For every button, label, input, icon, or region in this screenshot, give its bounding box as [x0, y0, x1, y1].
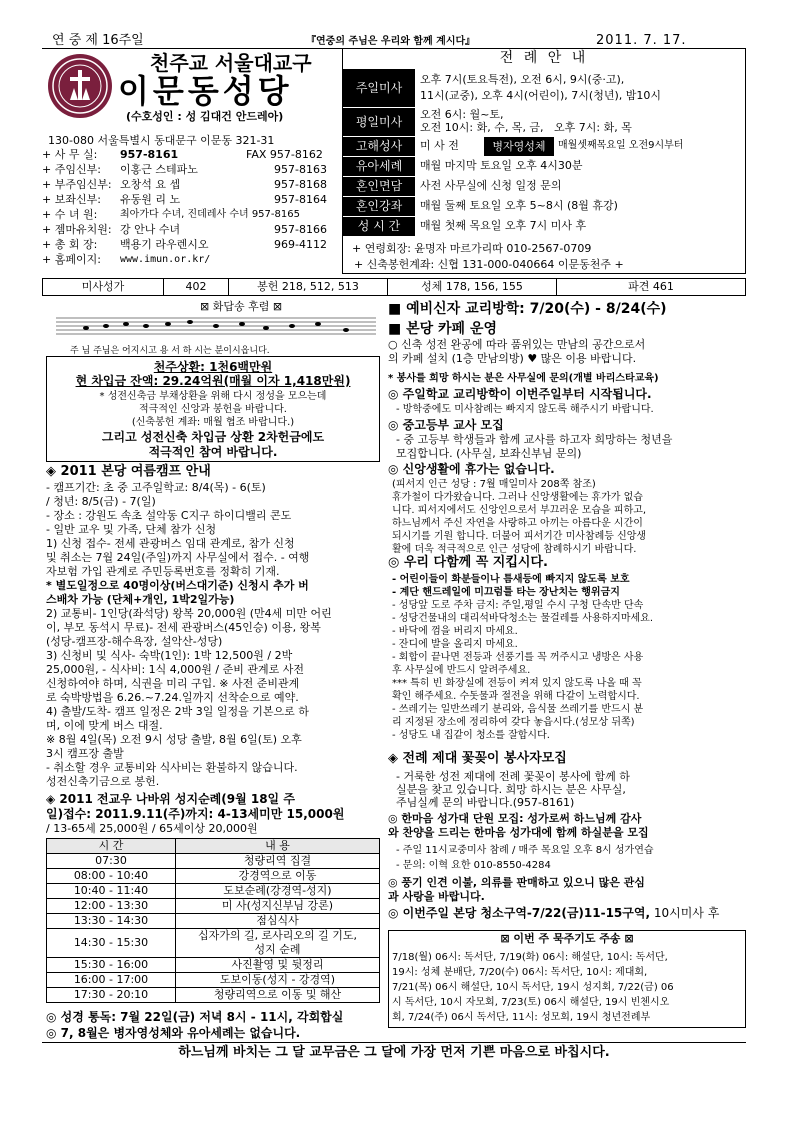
- camp-line: 25,000원, - 식사비: 1식 4,000원 / 준비 관계로 사전: [46, 663, 304, 676]
- camp-line: 로 숙박방법을 6.26.~7.24.일까지 선착순으로 예약.: [46, 691, 299, 704]
- rule-item: - 계단 핸드레일에 미끄럼틀 타는 장난치는 행위금지: [392, 587, 620, 598]
- camp-line: ※ 8월 4일(목) 오전 9시 성당 출발, 8월 6일(토) 오후: [46, 733, 302, 746]
- hymn-communion: 성체 178, 156, 155: [388, 279, 557, 296]
- rosary-line: 19시: 성체 분배단, 7/20(수) 06시: 독서단, 10시: 제대회,: [392, 967, 648, 978]
- holy-hour-time: 매월 첫째 목요일 오후 7시 미사 후: [420, 219, 587, 232]
- bible-reading-note: ◎ 성경 통독: 7월 22일(금) 저녁 8시 - 11시, 각회합실: [46, 1010, 344, 1024]
- rule-item: - 어린이들이 화분들이나 틈새등에 빠지지 않도록 보호: [392, 574, 630, 585]
- sunday-mass-times: 오후 7시(토요특전), 오전 6시, 9시(중·고), 11시(교중), 오후 4시(어린이), 7시(청년), 밤10시: [420, 73, 661, 102]
- camp-line: 3) 신청비 및 식사- 숙박(1인): 1박 12,500원 / 2박: [46, 649, 293, 662]
- rosary-line: 7/21(목) 06시 해설단, 10시 독서단, 19시 성지회, 7/22(금) 06: [392, 982, 674, 993]
- contact-row: + 홈페이지: www.imun.or.kr/: [42, 253, 211, 266]
- camp-line: 며, 이에 맞게 버스 대절.: [46, 719, 163, 732]
- music-staff-icon: [56, 312, 376, 344]
- camp-line: 성전신축기금으로 봉헌.: [46, 775, 160, 788]
- no-sacrament-note: ◎ 7, 8월은 병자영성체와 유아세례는 없습니다.: [46, 1026, 301, 1040]
- psalm-score: [56, 312, 376, 344]
- contact-row: + 총 회 장: 백용기 라우렌시오 969-4112: [42, 238, 327, 251]
- marriage-interview-text: 사전 사무실에 신청 일정 문의: [420, 179, 562, 192]
- rule-item: *** 특히 빈 화장실에 전등이 켜져 있지 않도록 나올 때 꼭: [392, 678, 642, 689]
- diocese-name: 천주교 서울대교구: [150, 51, 312, 75]
- label-confession: 고해성사: [343, 137, 415, 156]
- label-marriage-course: 혼인강좌: [343, 197, 415, 216]
- issue-date: 2011. 7. 17.: [596, 33, 687, 48]
- sunday-school-sub: - 방학중에도 미사참례는 빠지지 않도록 해주시기 바랍니다.: [396, 404, 654, 415]
- no-vacation-title: ◎ 신앙생활에 휴가는 없습니다.: [388, 462, 555, 476]
- camp-line: 자보험 가입 관계로 주민등록번호를 정확히 기재.: [46, 565, 280, 578]
- schedule-header: 시 간 내 용: [47, 839, 380, 854]
- weekday-mass-times: 오전 6시: 월~토, 오전 10시: 화, 수, 목, 금, 오후 7시: 화, 목: [420, 108, 632, 134]
- hymn-table: [42, 278, 746, 296]
- camp-line: - 일반 교우 및 가족, 단체 참가 신청: [46, 523, 217, 536]
- camp-line: 4) 출발/도착- 캠프 일정은 2박 3일 일정을 기본으로 하: [46, 705, 309, 718]
- rules-list: [392, 573, 746, 742]
- camp-line: 이, 부모 동석시 무료)- 전세 관광버스(45인승) 이용, 왕복: [46, 621, 321, 634]
- choir-contact: - 문의: 이혁 요한 010-8550-4284: [396, 860, 551, 871]
- label-sick-communion: 병자영성체: [484, 137, 554, 156]
- bedding-sale: ◎ 풍기 인견 이불, 의류를 판매하고 있으니 많은 관심 과 사랑을 바랍니다.: [388, 876, 645, 903]
- schedule-row: 08:00 - 10:40 강경역으로 이동: [47, 869, 380, 884]
- teacher-recruit: ◎ 중고등부 교사 모집: [388, 418, 504, 432]
- footer-rule: [42, 1042, 746, 1043]
- camp-line: / 청년: 8/5(금) - 7(일): [46, 495, 156, 508]
- liturgy-title: 전 례 안 내: [499, 50, 589, 66]
- funeral-contact: + 연령회장: 윤명자 마르가리따 010-2567-0709: [352, 242, 592, 255]
- rule-item: - 성당건물내의 대리석바닥청소는 물걸레를 사용하지마세요.: [392, 613, 654, 624]
- no-vacation-body: (피서지 인근 성당 : 7월 매일미사 208쪽 참조) 휴가철이 다가왔습니다. 그러나 신앙생활에는 휴가가 없습 니다. 피서지에서도 신앙인으로서 부끄러운 모습을 피하고, 하느님께서 주신 자연을 사랑하고 아끼는 아름다운 시간이 되시기를 기원 합니다. 더불어 피서기간 미사참례등 신앙생 활에 더욱 적극적으로 인근 성당에 참례하시기 바랍니다.: [392, 479, 647, 555]
- volunteer-note: * 봉사를 희망 하시는 분은 사무실에 문의(개별 바리스타교육): [388, 373, 659, 384]
- camp-title: ◈ 2011 본당 여름캠프 안내: [46, 464, 211, 479]
- teacher-recruit-sub: - 중 고등부 학생들과 함께 교사를 하고자 희망하는 청년을 모집합니다. (사무실, 보좌신부님 문의): [396, 433, 673, 460]
- rosary-line: 회, 7/24(주) 06시 독서단, 11시: 성모회, 19시 청년전례부: [392, 1012, 651, 1023]
- slogan: 『연중의 주님은 우리와 함께 계시다』: [306, 36, 476, 47]
- hymn-entrance: 402: [164, 279, 229, 296]
- patron-saint: (수호성인 : 성 김대건 안드레아): [126, 110, 284, 123]
- camp-line: - 캠프기간: 초 중 고주일학교: 8/4(목) - 6(토): [46, 481, 266, 494]
- rule-item: 확인 해주세요. 수돗물과 절전을 위해 다같이 노력합시다.: [392, 691, 640, 702]
- choir-recruit: ◎ 한마음 성가대 단원 모집: 성가로써 하느님께 감사 와 찬양을 드리는 한마음 성가대에 함께 하실분을 모집: [388, 812, 649, 839]
- contact-row: + 사 무 실: 957-8161 FAX 957-8162: [42, 148, 323, 161]
- rule-item: - 바닥에 껌을 버리지 마세요.: [392, 626, 518, 637]
- donation-account: + 신축봉헌계좌: 신협 131-000-040664 이문동천주 +: [354, 258, 624, 271]
- label-weekday-mass: 평일미사: [343, 108, 415, 136]
- flower-recruit-title: ◈ 전례 제대 꽃꽂이 봉사자모집: [388, 751, 567, 766]
- camp-line: (성당-캠프장-해수욕장, 설악산-성당): [46, 635, 223, 648]
- flower-recruit-body: - 거룩한 성전 제대에 전례 꽃꽂이 봉사에 함께 하 실분을 찾고 있습니다. 희망 하시는 분은 사무실, 주님실께 문의 바랍니다.(957-8161): [396, 770, 630, 809]
- infant-baptism-time: 매월 마지막 토요일 오후 4시30분: [420, 159, 583, 172]
- hymn-label: 미사성가: [43, 279, 164, 296]
- cleaning-notice: ◎ 이번주일 본당 청소구역-7/22(금)11-15구역, 10시미사 후: [388, 906, 720, 920]
- camp-line: 2) 교통비- 1인당(좌석당) 왕복 20,000원 (만4세 미만 어린: [46, 607, 332, 620]
- camp-line: 및 취소는 7월 24일(주일)까지 사무실에서 접수. - 여행: [46, 551, 310, 564]
- contact-row: + 보좌신부: 유동원 리 노 957-8164: [42, 193, 327, 206]
- finance-body-3: (신축봉헌 계좌: 매월 협조 바랍니다.): [131, 417, 295, 428]
- rule-item: 리 지정된 장소에 정리하여 갖다 놓읍시다.(성모상 뒤쪽): [392, 717, 635, 728]
- contact-list: [42, 148, 338, 268]
- label-sunday-mass: 주일미사: [343, 69, 415, 107]
- rule-item: - 회합이 끝나면 전등과 선풍기를 꼭 꺼주시고 냉방은 사용: [392, 652, 644, 663]
- rule-item: - 성당도 내 집같이 청소를 잘합시다.: [392, 730, 550, 741]
- schedule-row: 12:00 - 13:30 미 사(성지신부님 강론): [47, 899, 380, 914]
- camp-line: - 취소할 경우 교통비와 식사비는 환불하지 않습니다.: [46, 761, 298, 774]
- parish-logo: [48, 54, 112, 118]
- schedule-row: 14:30 - 15:30 십자가의 길, 로사리오의 길 기도, 성지 순례: [47, 929, 380, 958]
- rosary-title: ⊠ 이번 주 묵주기도 주송 ⊠: [500, 932, 634, 945]
- parish-name: 이문동성당: [118, 72, 293, 110]
- rules-title: ◎ 우리 다함께 꼭 지킵시다.: [388, 555, 548, 570]
- contact-row: + 수 녀 원: 최아가다 수녀, 진데레사 수녀 957-8165: [42, 208, 300, 221]
- rosary-line: 시 독서단, 10시 자모회, 7/23(토) 06시 해설단, 19시 빈첸시오: [392, 997, 670, 1008]
- rule-item: 후 사무실에 반드시 알려주세요.: [392, 665, 531, 676]
- pilgrimage-schedule: [46, 838, 380, 1003]
- cafe-text: ○ 신축 성전 완공에 따라 품위있는 만남의 공간으로서 의 카페 설치 (1층 만남의방) ♥ 많은 이용 바랍니다.: [388, 338, 646, 365]
- footer-message: 하느님께 바치는 그 달 교무금은 그 달에 가장 먼저 기쁜 마음으로 바칩시다.: [178, 1045, 610, 1060]
- camp-line: - 장소 : 강원도 속초 설악동 C지구 하이디밸리 콘도: [46, 509, 292, 522]
- label-infant-baptism: 유아세례: [343, 157, 415, 176]
- choir-schedule: - 주일 11시교중미사 참례 / 매주 목요일 오후 8시 성가연습: [396, 845, 654, 856]
- cafe-title: ■ 본당 카페 운영: [388, 321, 497, 337]
- psalm-lyrics: 주 님 주님은 어지시고 용 서 하 시는 분이시옵니다.: [70, 346, 270, 356]
- contact-row: + 부주임신부: 오창석 요 셉 957-8168: [42, 178, 327, 191]
- rosary-schedule: [392, 950, 744, 1025]
- finance-closing-1: 그리고 성전신축 차입금 상환 2차헌금에도: [101, 430, 325, 444]
- psalm-title: ⊠ 화답송 후렴 ⊠: [200, 300, 283, 313]
- schedule-row: 07:30 청량리역 집결: [47, 854, 380, 869]
- pilgrimage-title-1: ◈ 2011 전교우 나바위 성지순례(9월 18일 주: [46, 792, 295, 806]
- contact-row: + 젬마유치원: 강 안나 수녀 957-8166: [42, 223, 327, 236]
- loan-balance: 현 차입금 잔액: 29.24억원(매월 이자 1,418만원): [75, 374, 351, 388]
- camp-line: 신청하여야 하며, 식권을 미리 구입. ※ 사전 준비관계: [46, 677, 300, 690]
- confession-time: 미 사 전: [420, 139, 459, 152]
- camp-body: [46, 481, 382, 789]
- rule-item: - 쓰레기는 일반쓰레기 분리와, 음식물 쓰레기를 반드시 분: [392, 704, 644, 715]
- finance-body-2: 적극적인 신앙과 봉헌을 바랍니다.: [139, 404, 287, 415]
- rosary-line: 7/18(월) 06시: 독서단, 7/19(화) 06시: 해설단, 10시: 독서단,: [392, 952, 668, 963]
- pilgrimage-title-2: 일)접수: 2011.9.11(주)까지: 4-13세미만 15,000원: [46, 807, 345, 821]
- schedule-row: 10:40 - 11:40 도보순례(강경역-성지): [47, 884, 380, 899]
- parish-address: 130-080 서울특별시 동대문구 이문동 321-31: [48, 134, 275, 147]
- camp-line: 3시 캠프장 출발: [46, 747, 124, 760]
- catechism-break: ■ 예비신자 교리방학: 7/20(수) - 8/24(수): [388, 301, 667, 317]
- schedule-row: 15:30 - 16:00 사진촬영 및 뒷정리: [47, 958, 380, 973]
- contact-row: + 주임신부: 이홍근 스테파노 957-8163: [42, 163, 327, 176]
- pilgrimage-title-3: / 13-65세 25,000원 / 65세이상 20,000원: [46, 822, 258, 835]
- hymn-offertory: 봉헌 218, 512, 513: [229, 279, 388, 296]
- camp-line: 스배차 가능 (단체+개인, 1박2일가능): [46, 593, 235, 606]
- finance-closing-2: 적극적인 참여 바랍니다.: [148, 445, 278, 459]
- schedule-row: 16:00 - 17:00 도보이동(성지 - 강경역): [47, 973, 380, 988]
- homepage-link[interactable]: www.imun.or.kr/: [120, 254, 211, 265]
- camp-line: * 별도일정으로 40명이상(버스대기준) 신청시 추가 버: [46, 579, 309, 592]
- sick-communion-time: 매월셋째목요일 오전9시부터: [558, 140, 684, 151]
- schedule-row: 17:30 - 20:10 청량리역으로 이동 및 해산: [47, 988, 380, 1003]
- camp-line: 1) 신청 접수- 전세 관광버스 임대 관계로, 참가 신청: [46, 537, 295, 550]
- label-holy-hour: 성 시 간: [343, 217, 415, 236]
- marriage-course-time: 매월 둘째 토요일 오후 5~8시 (8월 휴강): [420, 199, 618, 212]
- issue-label: 연 중 제 16주일: [52, 33, 144, 48]
- sunday-school-break: ◎ 주일학교 교리방학이 이번주일부터 시작됩니다.: [388, 387, 652, 401]
- finance-title: 천주상환: 1천6백만원: [153, 360, 273, 374]
- schedule-row: 13:30 - 14:30 점심식사: [47, 914, 380, 929]
- label-marriage-interview: 혼인면담: [343, 177, 415, 196]
- rule-item: - 잔디에 발을 올리지 마세요.: [392, 639, 518, 650]
- rule-item: - 성당앞 도로 주차 금지: 주일,평일 수시 구청 단속반 단속: [392, 600, 644, 611]
- finance-body-1: * 성전신축금 부채상환을 위해 다시 정성을 모으는데: [99, 391, 327, 402]
- hymn-recessional: 파견 461: [557, 279, 746, 296]
- cross-icon: [48, 54, 112, 118]
